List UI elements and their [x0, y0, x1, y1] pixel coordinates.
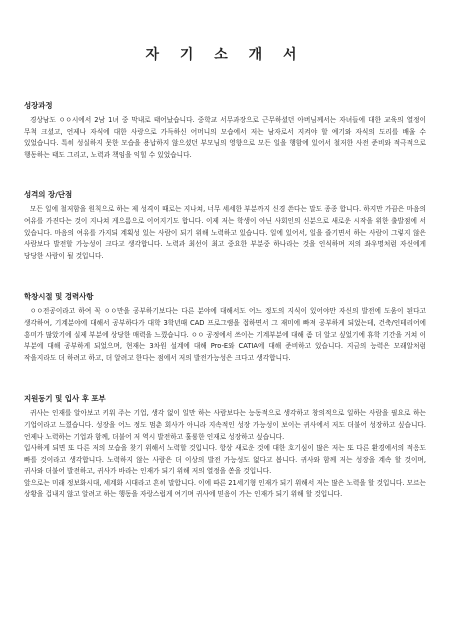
section-paragraph: 모든 일에 철저함을 원칙으로 하는 제 성격이 때로는 지나쳐, 너무 세세한 부분까지 신경 쓴다는 말도 종종 합니다. 하지만 가끔은 마음의 여유를 가진다는 것이 지나쳐 게으름으로 이어지기도 합니다. 이제 저는 학생이 아닌 사회인의 신분으로 새로운 시작을 위한 출발점에 서 있습니다. 마음의 여유를 가지되 계획성 있는 사람이 되기 위해 노력하고 있습니다. 일에 있어서, 일을 즐기면서 하는 사람이 그렇지 않은 사람보다 발전할 가능성이 크다고 생각합니다. 노력과 최선이 최고 중요한 부분중 하나라는 것을 인식하며 저의 좌우명처럼 자신에게 당당한 사람이 될 것입니다. [24, 205, 426, 260]
section-heading: 성격의 장/단점 [24, 190, 73, 200]
section-paragraph: 경상남도 ㅇㅇ시에서 2남 1녀 중 막내로 태어났습니다. 중학교 서무과장으로 근무하셨던 아버님께서는 자녀들에 대한 교육의 열정이 무척 크셨고, 언제나 자식에 대한 사랑으로 가득하신 어머니의 모습에서 저는 남자로서 지켜야 할 예기와 자식의 도리를 배울 수 있었습니다. 특히 성실하지 못한 모습을 용납하지 않으셨던 부모님의 영향으로 모든 일을 행함에 있어서 철저한 사전 준비와 적극적으로 행동하는 태도 그리고, 노력과 책임을 익힐 수 있었습니다. [24, 116, 426, 159]
section-growth [24, 100, 426, 161]
section-paragraph: ㅇㅇ전공이라고 하여 꼭 ㅇㅇ만을 공부하기보다는 다른 분야에 대해서도 어느 정도의 지식이 있어야만 자신의 발전에 도움이 된다고 생각하여, 기계분야에 대해서 공부하다가 대학 3학년때 CAD 프로그램을 접하면서 그 재미에 빠져 공부하게 되었는데, 건축/인테리어에 흥미가 많았기에 실제 부분에 상당한 매력을 느꼈습니다. ㅇㅇ 공정에서 쓰이는 기계부분에 대해 좀 더 알고 싶었기에 휴학 기간을 거쳐 이 부분에 대해 공부하게 되었으며, 현재는 3차원 설계에 대해 Pro-E와 CATIA에 대해 준비하고 있습니다. 지금의 능력은 모래알처럼 작을지라도 더 하려고 하고, 더 알려고 한다는 점에서 저의 발전가능성은 크다고 생각합니다. [24, 307, 426, 362]
section-heading: 학창시절 및 경력사항 [24, 292, 94, 302]
section-motivation [24, 393, 426, 501]
section-personality [24, 189, 426, 262]
section-paragraph: 앞으로는 미래 정보화시대, 세계화 시대라고 흔히 말합니다. 이에 따른 21세기형 인재가 되기 위해서 저는 많은 노력을 할 것입니다. 모르는 상황을 겁내지 않고 알려고 하는 행동을 자랑스럽게 여기며 귀사에 믿음이 가는 인재가 되기 위해 할 것입니다. [24, 478, 426, 499]
section-heading: 성장과정 [24, 101, 53, 110]
section-heading: 지원동기 및 입사 후 포부 [24, 394, 106, 404]
document-title: 자 기 소 개 서 [145, 47, 305, 63]
section-school-career [24, 291, 426, 364]
section-paragraph: 귀사는 인재를 알아보고 키워 주는 기업, 생각 없이 일만 하는 사람보다는 능동적으로 생각하고 창의적으로 일하는 사람을 필요로 하는 기업이라고 느꼈습니다. 성장을 어느 정도 멈춘 회사가 아니라 지속적인 성장 가능성이 보이는 귀사에서 저도 더불어 성장하고 싶습니다. 언제나 노력하는 기업과 함께, 더불어 저 역시 발전하고 훌륭한 인재로 성장하고 싶습니다. [24, 409, 426, 441]
section-paragraph: 입사하게 되면 또 다른 저의 모습을 찾기 위해서 노력할 것입니다. 항상 새로운 것에 대한 호기심이 많은 저는 또 다른 환경에서의 적응도 빠를 것이라고 생각합니다. 노력하지 않는 사람은 더 이상의 발전 가능성도 없다고 봅니다. 귀사와 함께 저는 성장을 계속 할 것이며, 귀사와 더불어 발전하고, 귀사가 바라는 인재가 되기 위해 저의 열정을 쏟을 것입니다. [24, 444, 426, 476]
